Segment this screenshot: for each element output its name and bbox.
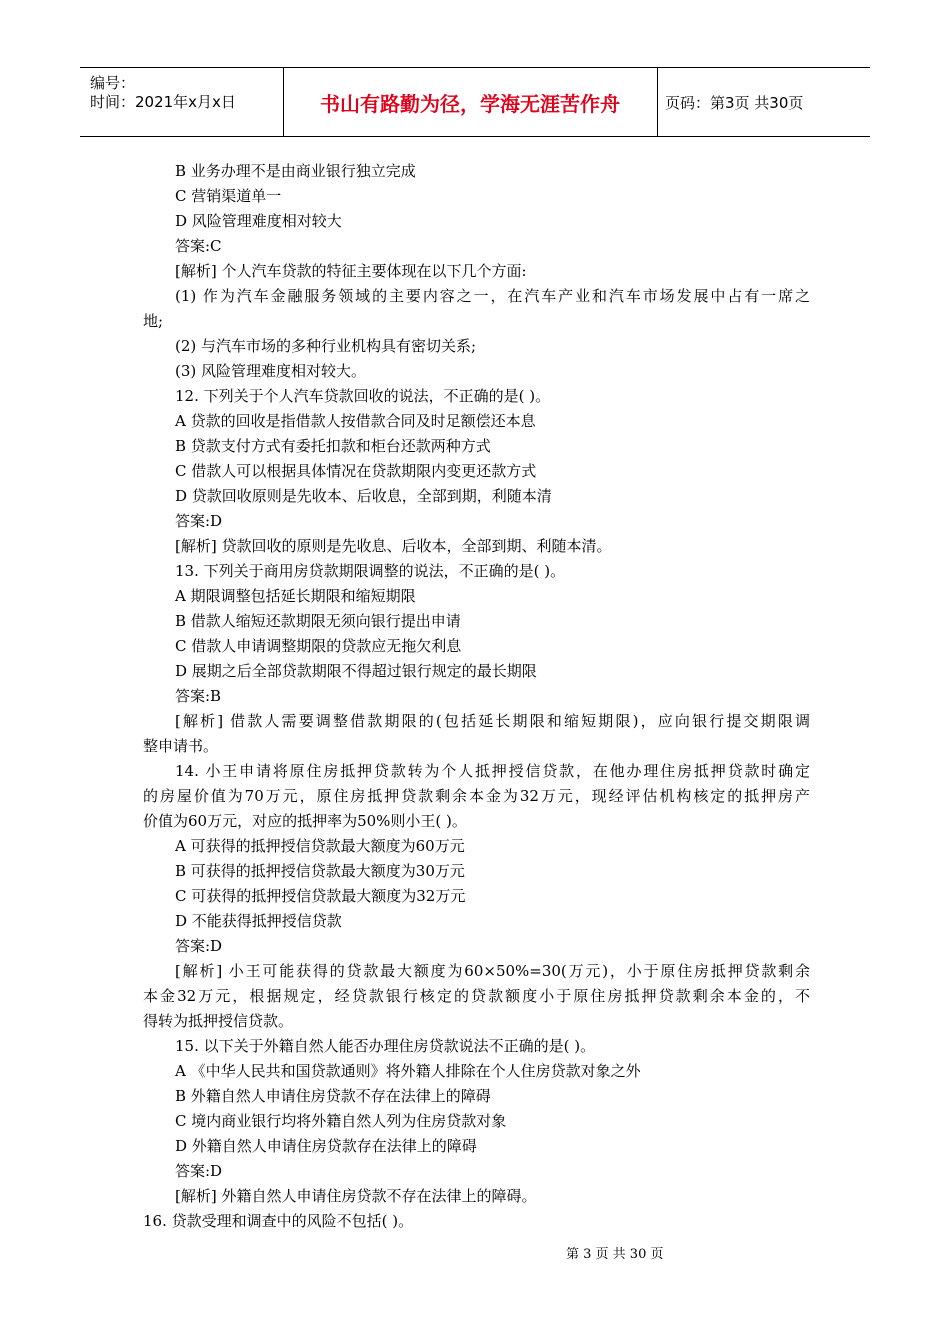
header-left-cell xyxy=(80,68,284,136)
text-line: 得转为抵押授信贷款。 xyxy=(143,1012,294,1030)
text-line: 16. 贷款受理和调查中的风险不包括( )。 xyxy=(143,1212,414,1230)
text-line: [解析] 借款人需要调整借款期限的(包括延长期限和缩短期限)，应向银行提交期限调 xyxy=(175,712,810,730)
text-line: 地; xyxy=(143,312,164,330)
text-line: D 外籍自然人申请住房贷款存在法律上的障碍 xyxy=(175,1137,477,1155)
text-line: (3) 风险管理难度相对较大。 xyxy=(175,362,367,380)
header-motto: 书山有路勤为径，学海无涯苦作舟 xyxy=(320,92,620,116)
text-line: 答案:D xyxy=(175,937,223,955)
text-line: (1) 作为汽车金融服务领域的主要内容之一，在汽车产业和汽车市场发展中占有一席之 xyxy=(175,287,810,305)
text-line: C 境内商业银行均将外籍自然人列为住房贷款对象 xyxy=(175,1112,507,1130)
text-line: B 贷款支付方式有委托扣款和柜台还款两种方式 xyxy=(175,437,491,455)
header-page-info: 页码：第3页 共30页 xyxy=(665,94,804,112)
text-line: 14. 小王申请将原住房抵押贷款转为个人抵押授信贷款，在他办理住房抵押贷款时确定 xyxy=(175,762,810,780)
document-number-label: 编号： xyxy=(90,74,136,92)
text-line: 答案:D xyxy=(175,1162,223,1180)
text-line: 的房屋价值为70万元，原住房抵押贷款剩余本金为32万元，现经评估机构核定的抵押房产 xyxy=(143,787,810,805)
text-line: [解析] 外籍自然人申请住房贷款不存在法律上的障碍。 xyxy=(175,1187,537,1205)
header-page-cell xyxy=(658,68,870,136)
text-line: 答案:D xyxy=(175,512,223,530)
text-line: 答案:B xyxy=(175,687,222,705)
text-line: C 借款人可以根据具体情况在贷款期限内变更还款方式 xyxy=(175,462,537,480)
text-line: 答案:C xyxy=(175,237,222,255)
text-line: (2) 与汽车市场的多种行业机构具有密切关系; xyxy=(175,337,477,355)
text-line: C 借款人申请调整期限的贷款应无拖欠利息 xyxy=(175,637,462,655)
page-header xyxy=(80,67,870,137)
page-footer: 第 3 页 共 30 页 xyxy=(566,1247,664,1262)
text-line: 12. 下列关于个人汽车贷款回收的说法，不正确的是( )。 xyxy=(175,387,551,405)
text-line: C 可获得的抵押授信贷款最大额度为32万元 xyxy=(175,887,466,905)
text-line: B 可获得的抵押授信贷款最大额度为30万元 xyxy=(175,862,465,880)
document-date: 时间：2021年x月x日 xyxy=(90,93,236,111)
header-motto-cell xyxy=(283,68,658,136)
text-line: [解析] 个人汽车贷款的特征主要体现在以下几个方面: xyxy=(175,262,527,280)
text-line: B 业务办理不是由商业银行独立完成 xyxy=(175,162,416,180)
text-line: 13. 下列关于商用房贷款期限调整的说法，不正确的是( )。 xyxy=(175,562,566,580)
text-line: A 期限调整包括延长期限和缩短期限 xyxy=(175,587,416,605)
text-line: D 贷款回收原则是先收本、后收息，全部到期，利随本清 xyxy=(175,487,552,505)
text-line: A 《中华人民共和国贷款通则》将外籍人排除在个人住房贷款对象之外 xyxy=(175,1062,641,1080)
text-line: D 风险管理难度相对较大 xyxy=(175,212,342,230)
text-line: B 借款人缩短还款期限无须向银行提出申请 xyxy=(175,612,461,630)
text-line: [解析] 小王可能获得的贷款最大额度为60×50%=30(万元)，小于原住房抵押贷款剩余 xyxy=(175,962,810,980)
text-line: D 不能获得抵押授信贷款 xyxy=(175,912,342,930)
text-line: 15. 以下关于外籍自然人能否办理住房贷款说法不正确的是( )。 xyxy=(175,1037,596,1055)
text-line: 价值为60万元，对应的抵押率为50%则小王( )。 xyxy=(143,812,467,830)
text-line: D 展期之后全部贷款期限不得超过银行规定的最长期限 xyxy=(175,662,537,680)
text-line: C 营销渠道单一 xyxy=(175,187,282,205)
text-line: B 外籍自然人申请住房贷款不存在法律上的障碍 xyxy=(175,1087,491,1105)
text-line: A 贷款的回收是指借款人按借款合同及时足额偿还本息 xyxy=(175,412,536,430)
text-line: [解析] 贷款回收的原则是先收息、后收本，全部到期、利随本清。 xyxy=(175,537,612,555)
text-line: 本金32万元，根据规定，经贷款银行核定的贷款额度小于原住房抵押贷款剩余本金的，不 xyxy=(143,987,810,1005)
text-line: A 可获得的抵押授信贷款最大额度为60万元 xyxy=(175,837,465,855)
text-line: 整申请书。 xyxy=(143,737,219,755)
